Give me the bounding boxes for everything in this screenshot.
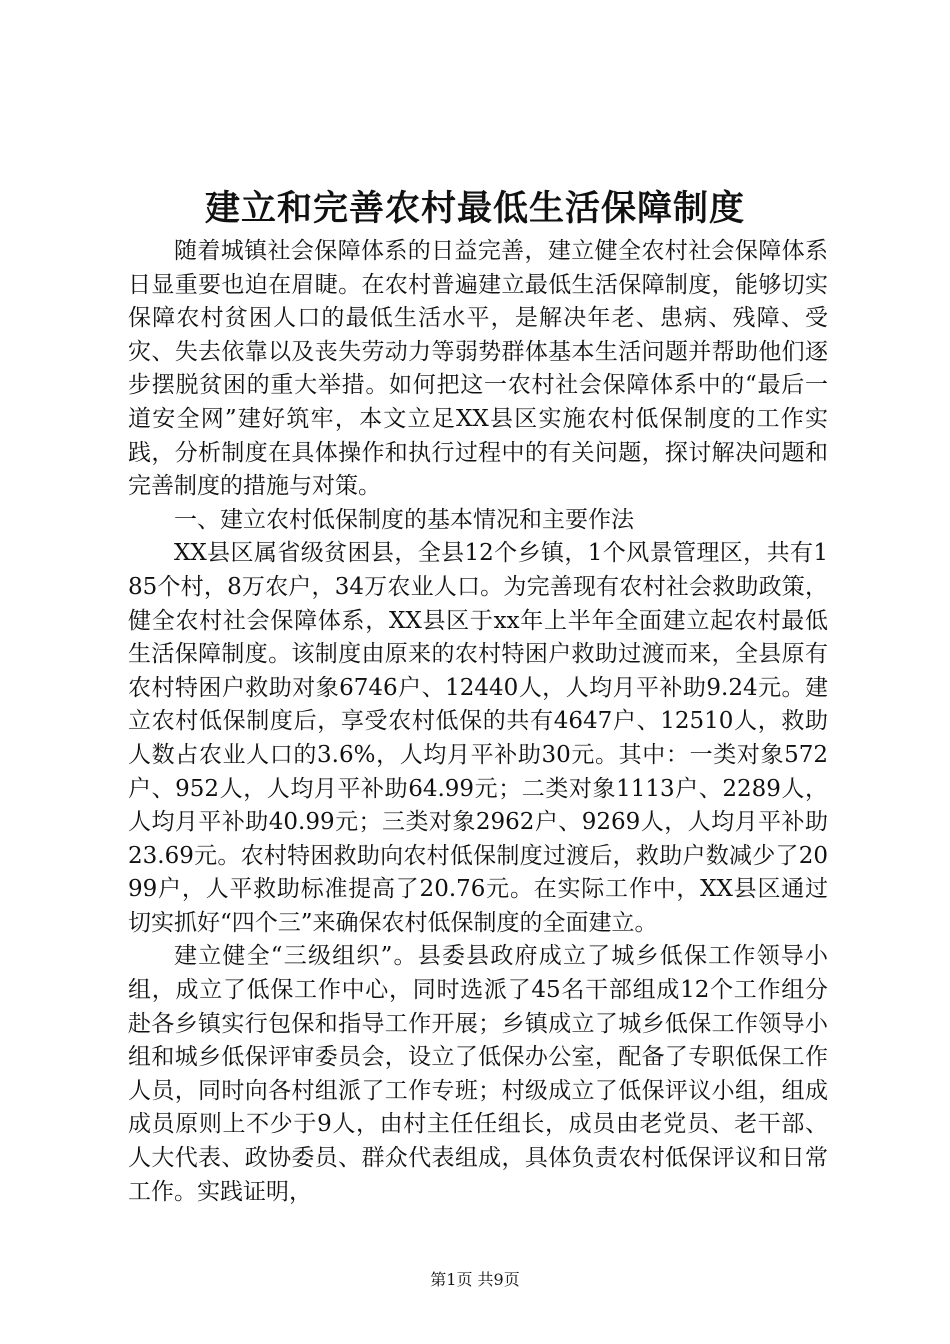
document-body bbox=[128, 235, 828, 1209]
paragraph-three-level-organization: 建立健全“三级组织”。县委县政府成立了城乡低保工作领导小组，成立了低保工作中心，同时选派了45名干部组成12个工作组分赴各乡镇实行包保和指导工作开展；乡镇成立了城乡低保工作领导小组和城乡低保评审委员会，设立了低保办公室，配备了专职低保工作人员，同时向各村组派了工作专班；村级成立了低保评议小组，组成成员原则上不少于9人，由村主任任组长，成员由老党员、老干部、人大代表、政协委员、群众代表组成，具体负责农村低保评议和日常工作。实践证明， bbox=[128, 943, 828, 1205]
section-heading: 一、建立农村低保制度的基本情况和主要作法 bbox=[174, 506, 634, 533]
page-footer: 第1页 共9页 bbox=[430, 1270, 520, 1289]
paragraph-basic-situation: XX县区属省级贫困县，全县12个乡镇，1个风景管理区，共有185个村，8万农户，34万农业人口。为完善现有农村社会救助政策，健全农村社会保障体系，XX县区于xx年上半年全面建立起农村最低生活保障制度。该制度由原来的农村特困户救助过渡而来，全县原有农村特困户救助对象6746户、12440人，人均月平补助9.24元。建立农村低保制度后，享受农村低保的共有4647户、12510人，救助人数占农业人口的3.6%，人均月平补助30元。其中：一类对象572户、952人，人均月平补助64.99元；二类对象1113户、2289人，人均月平补助40.99元；三类对象2962户、9269人，人均月平补助23.69元。农村特困救助向农村低保制度过渡后，救助户数减少了2099户，人平救助标准提高了20.76元。在实际工作中，XX县区通过切实抓好“四个三”来确保农村低保制度的全面建立。 bbox=[128, 540, 828, 936]
paragraph-intro: 随着城镇社会保障体系的日益完善，建立健全农村社会保障体系日显重要也迫在眉睫。在农村普遍建立最低生活保障制度，能够切实保障农村贫困人口的最低生活水平，是解决年老、患病、残障、受灾、失去依靠以及丧失劳动力等弱势群体基本生活问题并帮助他们逐步摆脱贫困的重大举措。如何把这一农村社会保障体系中的“最后一道安全网”建好筑牢，本文立足XX县区实施农村低保制度的工作实践，分析制度在具体操作和执行过程中的有关问题，探讨解决问题和完善制度的措施与对策。 bbox=[128, 238, 828, 500]
document-title: 建立和完善农村最低生活保障制度 bbox=[204, 188, 745, 229]
